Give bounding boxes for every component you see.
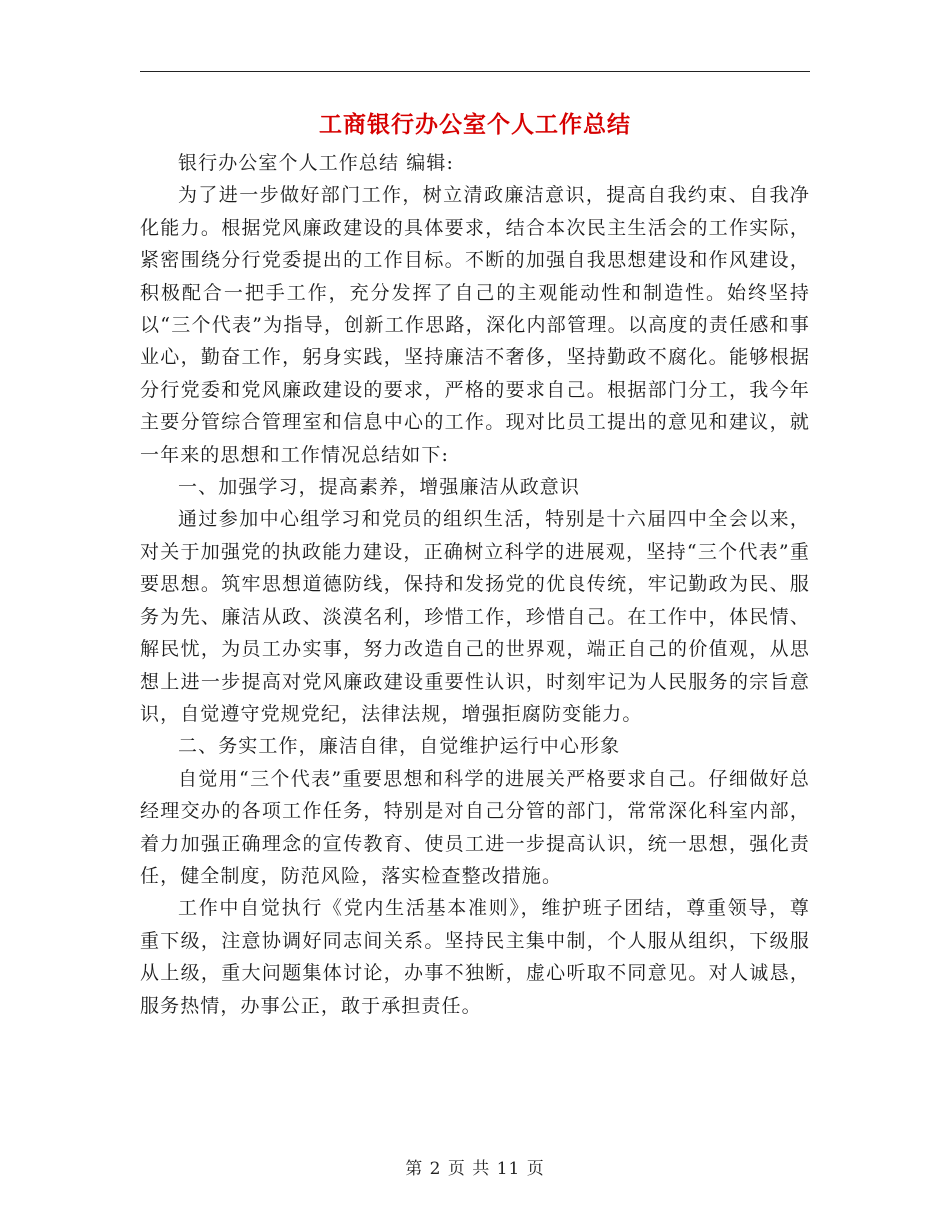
document-body <box>140 147 810 1022</box>
paragraph-intro-line: 银行办公室个人工作总结 编辑: <box>178 152 454 174</box>
section-heading-2: 二、务实工作，廉洁自律，自觉维护运行中心形象 <box>178 735 621 758</box>
paragraph-study: 通过参加中心组学习和党员的组织生活，特别是十六届四中全会以来，对关于加强党的执政能力建设，正确树立科学的进展观，坚持“三个代表”重要思想。筑牢思想道德防线，保持和发扬党的优良传统，牢记勤政为民、服务为先、廉洁从政、淡漠名利，珍惜工作，珍惜自己。在工作中，体民情、解民忧，为员工办实事，努力改造自己的世界观，端正自己的价值观，从思想上进一步提高对党风廉政建设重要性认识，时刻牢记为人民服务的宗旨意识，自觉遵守党规党纪，法律法规，增强拒腐防变能力。 <box>140 508 810 725</box>
paragraph-work: 自觉用“三个代表”重要思想和科学的进展关严格要求自己。仔细做好总经理交办的各项工作任务，特别是对自己分管的部门，常常深化科室内部，着力加强正确理念的宣传教育、使员工进一步提高认识，统一思想，强化责任，健全制度，防范风险，落实检查整改措施。 <box>140 767 810 887</box>
paragraph-discipline: 工作中自觉执行《党内生活基本准则》，维护班子团结，尊重领导，尊重下级，注意协调好同志间关系。坚持民主集中制，个人服从组织，下级服从上级，重大问题集体讨论，办事不独断，虚心听取不同意见。对人诚恳，服务热情，办事公正，敢于承担责任。 <box>140 897 810 1017</box>
document-title: 工商银行办公室个人工作总结 <box>319 111 631 138</box>
page-number: 第 2 页 共 11 页 <box>405 1159 545 1179</box>
header-rule <box>140 71 810 72</box>
paragraph-overview: 为了进一步做好部门工作，树立清政廉洁意识，提高自我约束、自我净化能力。根据党风廉政建设的具体要求，结合本次民主生活会的工作实际，紧密围绕分行党委提出的工作目标。不断的加强自我思想建设和作风建设，积极配合一把手工作，充分发挥了自己的主观能动性和制造性。始终坚持以“三个代表”为指导，创新工作思路，深化内部管理。以高度的责任感和事业心，勤奋工作，躬身实践，坚持廉洁不奢侈，坚持勤政不腐化。能够根据分行党委和党风廉政建设的要求，严格的要求自己。根据部门分工，我今年主要分管综合管理室和信息中心的工作。现对比员工提出的意见和建议，就一年来的思想和工作情况总结如下: <box>140 184 810 466</box>
section-heading-1: 一、加强学习，提高素养，增强廉洁从政意识 <box>178 476 581 499</box>
